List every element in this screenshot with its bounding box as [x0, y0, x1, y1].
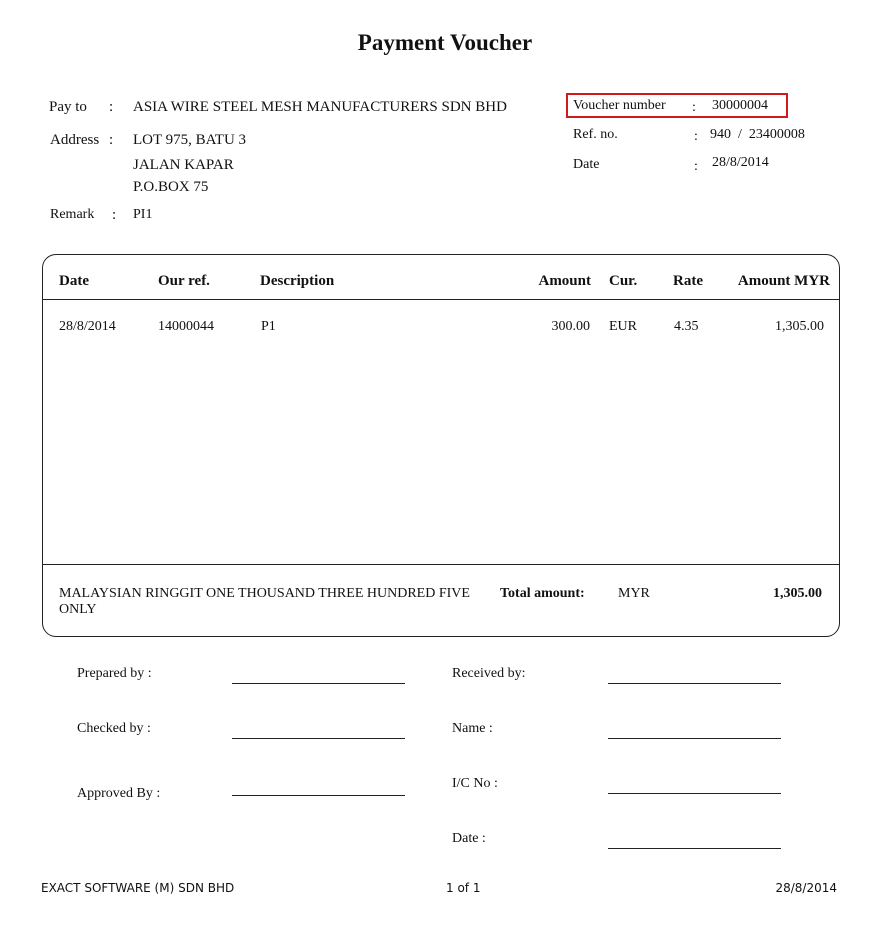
footer-company: EXACT SOFTWARE (M) SDN BHD	[41, 881, 235, 895]
ref-no-label: Ref. no.	[573, 127, 618, 142]
prepared-by-line	[232, 683, 405, 684]
table-header-divider	[42, 299, 840, 300]
pay-to-value: ASIA WIRE STEEL MESH MANUFACTURERS SDN BHD	[133, 99, 507, 115]
date-label: Date	[573, 157, 600, 172]
checked-by-line	[232, 738, 405, 739]
address-line-1: LOT 975, BATU 3	[133, 132, 247, 148]
row-description: P1	[261, 319, 276, 334]
voucher-number-label: Voucher number	[573, 98, 666, 113]
row-amount-myr: 1,305.00	[775, 319, 824, 334]
footer-page-number: 1 of 1	[446, 881, 481, 895]
table-total-divider	[42, 564, 840, 565]
address-colon: :	[109, 132, 114, 148]
total-amount-label: Total amount:	[500, 586, 585, 601]
voucher-number-value: 30000004	[712, 98, 768, 113]
date-value: 28/8/2014	[712, 155, 769, 170]
amount-in-words-line-1: MALAYSIAN RINGGIT ONE THOUSAND THREE HUNDRED FIVE	[59, 586, 470, 601]
approved-by-label: Approved By :	[77, 786, 161, 801]
column-header-amount-myr: Amount MYR	[737, 273, 830, 289]
name-label: Name :	[452, 721, 493, 736]
remark-colon: :	[112, 207, 117, 223]
date-colon: :	[694, 159, 698, 174]
footer-date: 28/8/2014	[775, 881, 837, 895]
name-line	[608, 738, 781, 739]
signature-date-label: Date :	[452, 831, 486, 846]
signature-date-line	[608, 848, 781, 849]
row-rate: 4.35	[674, 319, 699, 334]
received-by-line	[608, 683, 781, 684]
row-currency: EUR	[609, 319, 637, 334]
items-table-frame	[42, 254, 840, 637]
address-line-3: P.O.BOX 75	[133, 179, 209, 195]
ref-no-colon: :	[694, 129, 698, 144]
column-header-currency: Cur.	[609, 273, 638, 289]
column-header-rate: Rate	[673, 273, 703, 289]
total-currency: MYR	[618, 586, 650, 601]
column-header-amount: Amount	[538, 273, 591, 289]
row-amount: 300.00	[551, 319, 590, 334]
checked-by-label: Checked by :	[77, 721, 151, 736]
remark-label: Remark	[50, 207, 95, 222]
column-header-our-ref: Our ref.	[158, 273, 210, 289]
ic-no-label: I/C No :	[452, 776, 498, 791]
approved-by-line	[232, 795, 405, 796]
received-by-label: Received by:	[452, 666, 526, 681]
pay-to-label: Pay to	[49, 99, 87, 115]
column-header-date: Date	[59, 273, 89, 289]
address-label: Address	[50, 132, 100, 148]
total-amount-value: 1,305.00	[773, 586, 822, 601]
row-our-ref: 14000044	[158, 319, 214, 334]
ref-no-value: 940 / 23400008	[710, 127, 805, 142]
amount-in-words-line-2: ONLY	[59, 602, 97, 617]
pay-to-colon: :	[109, 99, 114, 115]
remark-value: PI1	[133, 207, 153, 222]
column-header-description: Description	[260, 273, 335, 289]
address-line-2: JALAN KAPAR	[133, 157, 234, 173]
ic-no-line	[608, 793, 781, 794]
page-title: Payment Voucher	[357, 30, 533, 55]
row-date: 28/8/2014	[59, 319, 116, 334]
prepared-by-label: Prepared by :	[77, 666, 152, 681]
voucher-number-colon: :	[692, 100, 696, 115]
